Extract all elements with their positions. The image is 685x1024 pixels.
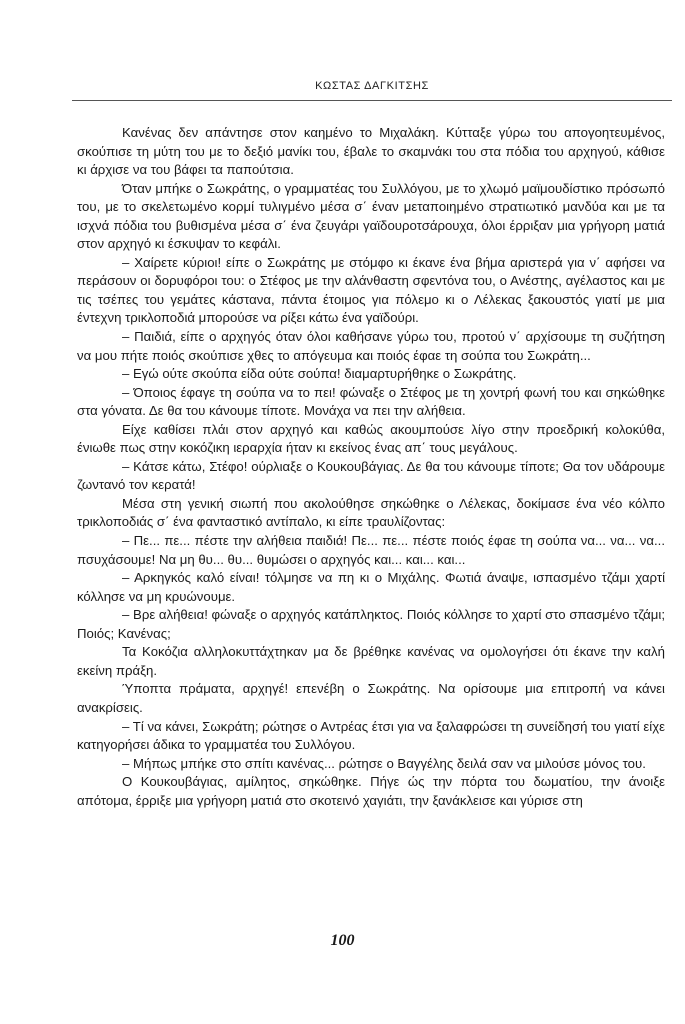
paragraph: Ο Κουκουβάγιας, αμίλητος, σηκώθηκε. Πήγε ώς την πόρτα του δωματίου, την άνοιξε απότομα, έρριξε μια γρήγορη ματιά στο σκοτεινό χαγιάτι, την ξανάκλεισε και γύρισε στη [77,774,665,808]
paragraph: – Κάτσε κάτω, Στέφο! ούρλιαξε ο Κουκουβάγιας. Δε θα του κάνουμε τίποτε; Θα τον υδάρουμε ζωντανό τον κερατά! [77,458,665,493]
paragraph: – Εγώ ούτε σκούπα είδα ούτε σούπα! διαμαρτυρήθηκε ο Σωκράτης. [122,366,517,382]
paragraph: Όταν μπήκε ο Σωκράτης, ο γραμματέας του Συλλόγου, με το χλωμό μαϊμουδίστικο πρόσωπό του, με το σκελετωμένο κορμί τυλιγμένο μέσα σ΄ έναν μεταποιημένο στρατιωτικό μανδύα και με τα ισχνά πόδια του βυθισμένα μέσα σ΄ ένα ζευγάρι γαϊδουροτσάρουχα, όλοι έρριξαν μια γρήγορη ματιά στον αρχηγό κι έσκυψαν το κεφάλι. [77,180,665,252]
paragraph: – Βρε αλήθεια! φώναξε ο αρχηγός κατάπληκτος. Ποιός κόλλησε το χαρτί στο σπασμένο τζάμι; Ποιός; Κανένας; [77,607,665,641]
paragraph: Μέσα στη γενική σιωπή που ακολούθησε σηκώθηκε ο Λέλεκας, δοκίμασε ένα νέο κόλπο τρικλοποδιάς σ΄ ένα φανταστικό αντίπαλο, κι είπε τραυλίζοντας: [77,495,665,530]
paragraph: – Μήπως μπήκε στο σπίτι κανένας... ρώτησε ο Βαγγέλης δειλά σαν να μιλούσε μόνος του. [122,755,646,771]
paragraph: – Τί να κάνει, Σωκράτη; ρώτησε ο Αντρέας έτσι για να ξαλαφρώσει τη συνείδησή του γιατί είχε κατηγορήσει άδικα το γραμματέα του Συλλόγου. [77,718,665,753]
paragraph: Ύποπτα πράματα, αρχηγέ! επενέβη ο Σωκράτης. Να ορίσουμε μια επιτροπή να κάνει ανακρίσεις. [77,681,665,715]
paragraph: Είχε καθίσει πλάι στον αρχηγό και καθώς ακουμπούσε λίγο στην προεδρική κολοκύθα, ένιωθε πως στην κοκόζικη ιεραρχία ήταν κι εκείνος ένας απ΄ τους μεγάλους. [77,421,665,456]
paragraph: – Χαίρετε κύριοι! είπε ο Σωκράτης με στόμφο κι έκανε ένα βήμα αριστερά για ν΄ αφήσει να περάσουν οι δορυφόροι του: ο Στέφος με την αλάνθαστη σφεντόνα του, ο Ανέστης, αγέλαστος και με τις τσέπες του γεμάτες κάστανα, πάντα έτοιμος για πόλεμο κι ο Λέλεκας ξακουστός γιατί με μια έντεχνη τρικλοποδιά μπορούσε να ρίξει κάτω ένα γαϊδούρι. [77,254,665,326]
page-number: 100 [330,932,355,949]
running-head-author: ΚΩΣΤΑΣ ΔΑΓΚΙΤΣΗΣ [315,80,429,92]
paragraph: – Όποιος έφαγε τη σούπα να το πει! φώναξε ο Στέφος με τη χοντρή φωνή του και σηκώθηκε στα γόνατα. Δε θα του κάνουμε τίποτε. Μονάχα να πει την αλήθεια. [77,384,665,419]
body-text [77,124,665,810]
paragraph: – Παιδιά, είπε ο αρχηγός όταν όλοι καθήσανε γύρω του, προτού ν΄ αρχίσουμε τη συζήτηση να μου πήτε ποιός σκούπισε χθες το απόγευμα και ποιός έφαε τη σούπα του Σωκράτη... [77,329,665,363]
paragraph: – Αρκηγκός καλό είναι! τόλμησε να πη κι ο Μιχάλης. Φωτιά άναψε, ισπασμένο τζάμι χαρτί κόλλησε να μη κρυώνουμε. [77,570,665,604]
paragraph: Κανένας δεν απάντησε στον καημένο το Μιχαλάκη. Κύτταξε γύρω του απογοητευμένος, σκούπισε τη μύτη του με το δεξιό μανίκι του, έβαλε το σκαμνάκι του στα πόδια του αρχηγού, κάθισε κι άρχισε να του βάφει τα παπούτσια. [77,125,665,178]
paragraph: – Πε... πε... πέστε την αλήθεια παιδιά! Πε... πε... πέστε ποιός έφαε τη σούπα να... να... να... πσυχάσουμε! Να μη θυ... θυ... θυμώσει ο αρχηγός και... και... και... [77,533,665,567]
paragraph: Τα Κοκόζια αλληλοκυττάχτηκαν μα δε βρέθηκε κανένας να ομολογήσει ότι έκανε την καλή εκείνη πράξη. [77,644,665,678]
header-rule [72,100,672,101]
